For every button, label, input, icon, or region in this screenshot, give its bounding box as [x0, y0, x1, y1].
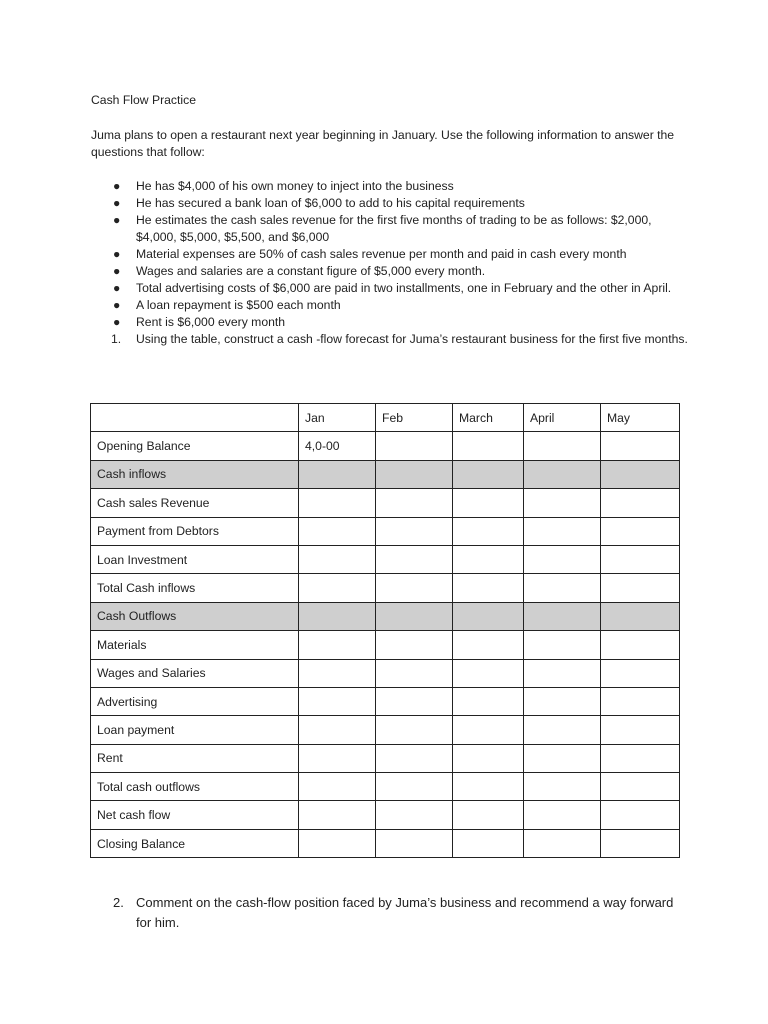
question-1-number: 1.: [111, 332, 122, 346]
list-item-text: He estimates the cash sales revenue for the first five months of trading to be as follows: $2,000, $4,000, $5,000, $5,500, and $6,000: [136, 213, 652, 244]
row-label: Materials: [91, 631, 299, 659]
table-cell[interactable]: [299, 545, 376, 573]
row-label: Opening Balance: [91, 432, 299, 460]
table-cell[interactable]: [453, 631, 524, 659]
table-cell[interactable]: [524, 489, 601, 517]
table-cell[interactable]: [376, 801, 453, 829]
table-cell[interactable]: [376, 631, 453, 659]
list-item-text: Material expenses are 50% of cash sales revenue per month and paid in cash every month: [136, 247, 627, 261]
table-row: [91, 773, 680, 801]
list-item: [91, 280, 691, 297]
table-cell[interactable]: [453, 801, 524, 829]
bullet-icon: ●: [113, 264, 121, 278]
question-1: [91, 331, 691, 348]
table-cell[interactable]: [376, 744, 453, 772]
row-label: Payment from Debtors: [91, 517, 299, 545]
list-item-text: A loan repayment is $500 each month: [136, 298, 341, 312]
table-cell[interactable]: [299, 744, 376, 772]
table-cell[interactable]: [299, 687, 376, 715]
table-cell[interactable]: [601, 659, 680, 687]
table-cell[interactable]: [299, 716, 376, 744]
table-cell[interactable]: [524, 801, 601, 829]
list-item: [91, 297, 691, 314]
table-cell[interactable]: [453, 687, 524, 715]
table-cell[interactable]: [453, 489, 524, 517]
question-2-number: 2.: [113, 895, 124, 910]
header-cell-march: March: [453, 404, 524, 432]
table-cell[interactable]: [601, 602, 680, 630]
cash-flow-table: [90, 403, 680, 858]
list-item: [91, 195, 691, 212]
row-label: Total Cash inflows: [91, 574, 299, 602]
table-cell[interactable]: [524, 574, 601, 602]
table-header-row: [91, 404, 680, 432]
table-cell[interactable]: [376, 432, 453, 460]
table-cell[interactable]: [299, 659, 376, 687]
table-cell[interactable]: [524, 631, 601, 659]
table-row: [91, 631, 680, 659]
table-cell[interactable]: [299, 460, 376, 488]
table-row: [91, 545, 680, 573]
table-cell[interactable]: [524, 716, 601, 744]
table-cell[interactable]: [524, 744, 601, 772]
table-cell[interactable]: [299, 574, 376, 602]
table-cell[interactable]: [524, 602, 601, 630]
table-cell[interactable]: [453, 659, 524, 687]
table-cell[interactable]: [376, 829, 453, 857]
intro-paragraph: Juma plans to open a restaurant next year beginning in January. Use the following information to answer the questions that follow:: [91, 128, 675, 159]
table-cell[interactable]: [453, 773, 524, 801]
table-cell[interactable]: [299, 489, 376, 517]
row-label: Closing Balance: [91, 829, 299, 857]
table-cell[interactable]: [601, 687, 680, 715]
row-label: Cash Outflows: [91, 602, 299, 630]
row-label: Net cash flow: [91, 801, 299, 829]
table-cell[interactable]: [453, 432, 524, 460]
table-row: [91, 801, 680, 829]
table-cell[interactable]: [524, 773, 601, 801]
list-item: [91, 263, 691, 280]
list-item-text: Wages and salaries are a constant figure of $5,000 every month.: [136, 264, 486, 278]
table-cell[interactable]: [601, 489, 680, 517]
table-cell[interactable]: [601, 460, 680, 488]
table-cell[interactable]: 4,0-00: [299, 432, 376, 460]
list-item: [91, 178, 691, 195]
table-cell[interactable]: [601, 574, 680, 602]
list-item-text: Total advertising costs of $6,000 are paid in two installments, one in February and the other in April.: [136, 281, 672, 295]
table-row: [91, 574, 680, 602]
list-item: [91, 314, 691, 331]
table-cell[interactable]: [524, 517, 601, 545]
table-cell[interactable]: [601, 829, 680, 857]
table-cell[interactable]: [601, 716, 680, 744]
bullet-icon: ●: [113, 315, 121, 329]
row-label: Wages and Salaries: [91, 659, 299, 687]
bullet-icon: ●: [113, 247, 121, 261]
table-cell[interactable]: [601, 744, 680, 772]
table-cell[interactable]: [524, 829, 601, 857]
table-row: [91, 517, 680, 545]
table-cell[interactable]: [601, 801, 680, 829]
bullet-icon: ●: [113, 281, 121, 295]
table-cell[interactable]: [453, 517, 524, 545]
table-cell[interactable]: [299, 829, 376, 857]
header-cell-jan: Jan: [299, 404, 376, 432]
table-cell[interactable]: [601, 631, 680, 659]
header-cell-feb: Feb: [376, 404, 453, 432]
table-row: [91, 744, 680, 772]
table-cell[interactable]: [376, 489, 453, 517]
question-1-text: Using the table, construct a cash -flow forecast for Juma’s restaurant business for the first five months.: [136, 332, 688, 346]
table-cell[interactable]: [601, 517, 680, 545]
table-cell[interactable]: [601, 545, 680, 573]
row-label: Rent: [91, 744, 299, 772]
table-row: [91, 602, 680, 630]
header-cell-april: April: [524, 404, 601, 432]
table-cell[interactable]: [453, 829, 524, 857]
row-label: Total cash outflows: [91, 773, 299, 801]
table-cell[interactable]: [299, 602, 376, 630]
table-row: [91, 460, 680, 488]
question-2-text: Comment on the cash-flow position faced by Juma’s business and recommend a way forward for him.: [136, 895, 674, 930]
table-cell[interactable]: [376, 773, 453, 801]
table-cell[interactable]: [376, 460, 453, 488]
list-item: [91, 212, 691, 246]
table-cell[interactable]: [376, 687, 453, 715]
list-item: [91, 246, 691, 263]
table-row: [91, 687, 680, 715]
info-list: [91, 178, 691, 348]
table-cell[interactable]: [376, 716, 453, 744]
row-label: Loan Investment: [91, 545, 299, 573]
table-cell[interactable]: [453, 744, 524, 772]
table-cell[interactable]: [376, 517, 453, 545]
table-cell[interactable]: [524, 659, 601, 687]
header-cell-blank: [91, 404, 299, 432]
table-cell[interactable]: [524, 687, 601, 715]
table-cell[interactable]: [299, 773, 376, 801]
row-label: Loan payment: [91, 716, 299, 744]
table-cell[interactable]: [376, 574, 453, 602]
bullet-icon: ●: [113, 213, 121, 227]
row-label: Advertising: [91, 687, 299, 715]
table-cell[interactable]: [524, 432, 601, 460]
list-item-text: He has $4,000 of his own money to inject into the business: [136, 179, 454, 193]
table-row: [91, 829, 680, 857]
header-cell-may: May: [601, 404, 680, 432]
table-row: [91, 716, 680, 744]
table-cell[interactable]: [601, 773, 680, 801]
row-label: Cash inflows: [91, 460, 299, 488]
row-label: Cash sales Revenue: [91, 489, 299, 517]
bullet-icon: ●: [113, 179, 121, 193]
list-item-text: He has secured a bank loan of $6,000 to add to his capital requirements: [136, 196, 525, 210]
table-cell[interactable]: [376, 659, 453, 687]
table-cell[interactable]: [453, 574, 524, 602]
table-cell[interactable]: [299, 517, 376, 545]
table-row: [91, 659, 680, 687]
table-cell[interactable]: [376, 602, 453, 630]
bullet-icon: ●: [113, 196, 121, 210]
question-2: [113, 893, 683, 933]
bullet-icon: ●: [113, 298, 121, 312]
table-row: [91, 432, 680, 460]
table-cell[interactable]: [299, 801, 376, 829]
table-cell[interactable]: [524, 460, 601, 488]
document-title: Cash Flow Practice: [91, 93, 196, 107]
table-row: [91, 489, 680, 517]
table-cell[interactable]: [453, 545, 524, 573]
table-cell[interactable]: [601, 432, 680, 460]
table-cell[interactable]: [376, 545, 453, 573]
list-item-text: Rent is $6,000 every month: [136, 315, 286, 329]
table-cell[interactable]: [453, 716, 524, 744]
table-body: [91, 404, 680, 858]
table-cell[interactable]: [453, 602, 524, 630]
table-cell[interactable]: [299, 631, 376, 659]
table-cell[interactable]: [453, 460, 524, 488]
table-cell[interactable]: [524, 545, 601, 573]
